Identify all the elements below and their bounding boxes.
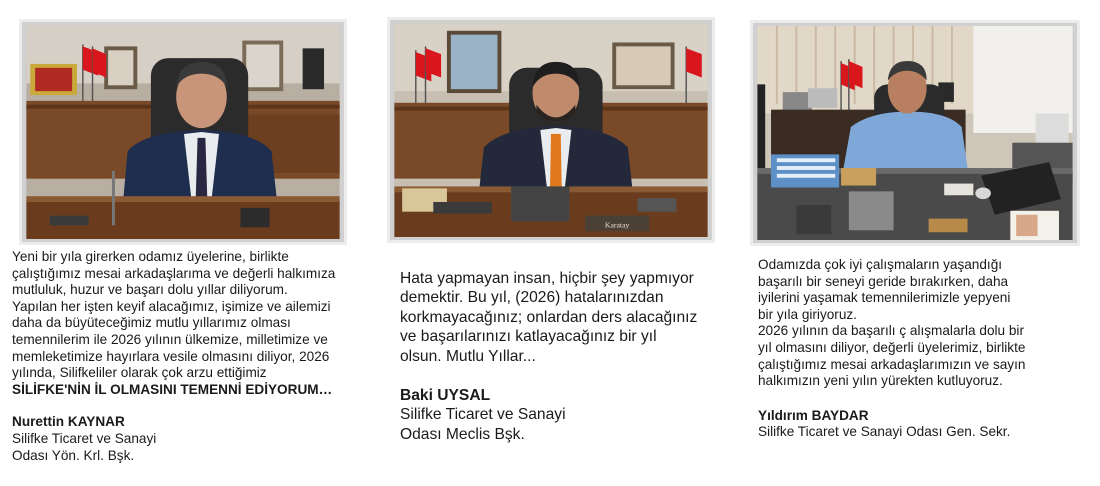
signatory-name-middle: Baki UYSAL: [400, 387, 491, 405]
message-text-right: Odamızda çok iyi çalışmaların yaşandığı başarılı bir seneyi geride bırakırken, daha iyilerini yaşamak temennilerimizle yepyeni bir yıla giriyoruz. 2026 yılının da başarılı ç alışmalarla dolu bir yıl olmasını diliyor, değerli üyelerimiz, birlikte çalıştığımız mesai arkadaşlarımızın ve sayın halkımızın yeni yılın yürekten kutluyoruz.: [758, 257, 1026, 389]
photo-baki-uysal: [390, 20, 712, 240]
signatory-title-right: Silifke Ticaret ve Sanayi Odası Gen. Sekr.: [758, 424, 1011, 440]
office-photo-2: [393, 23, 709, 237]
signatory-title-middle: Silifke Ticaret ve Sanayi Odası Meclis Bşk.: [400, 406, 566, 443]
signatory-title-left: Silifke Ticaret ve Sanayi Odası Yön. Krl. Bşk.: [12, 430, 157, 463]
message-block-middle: [400, 269, 740, 444]
emphasis-text-left: SİLİFKE'NİN İL OLMASINI TEMENNİ EDİYORUM…: [12, 381, 333, 397]
message-block-right: [758, 257, 1093, 441]
office-photo-3: [756, 26, 1074, 240]
photo-nurettin-kaynar: [22, 22, 344, 242]
signatory-name-right: Yıldırım BAYDAR: [758, 407, 869, 423]
message-text-middle: Hata yapmayan insan, hiçbir şey yapmıyor demektir. Bu yıl, (2026) hatalarınızdan korkmayacağınız; onlardan ders alacağınız ve başarılarınızı katlayacağınız bir yıl olsun. Mutlu Yıllar...: [400, 270, 698, 365]
photo-yildirim-baydar: [753, 23, 1077, 243]
office-photo-1: [25, 25, 341, 239]
nameplate-text: Karatay: [604, 220, 630, 230]
message-text-left: Yeni bir yıla girerken odamız üyelerine, birlikte çalıştığımız mesai arkadaşlarıma ve değerli halkımıza mutluluk, huzur ve başarı dolu yıllar diliyorum. Yapılan her işten keyif alacağımız, işimize ve ailemizi daha da büyüteceğimiz mutlu yıllarımız olması temennilerim ile 2026 yılının ülkemize, milletimize ve memleketimize hayırlara vesile olmasını diliyor, 2026 yılında, Silifkeliler olarak çok arzu ettiğimiz: [12, 249, 336, 381]
message-block-left: [12, 249, 357, 464]
signatory-name-left: Nurettin KAYNAR: [12, 414, 125, 430]
